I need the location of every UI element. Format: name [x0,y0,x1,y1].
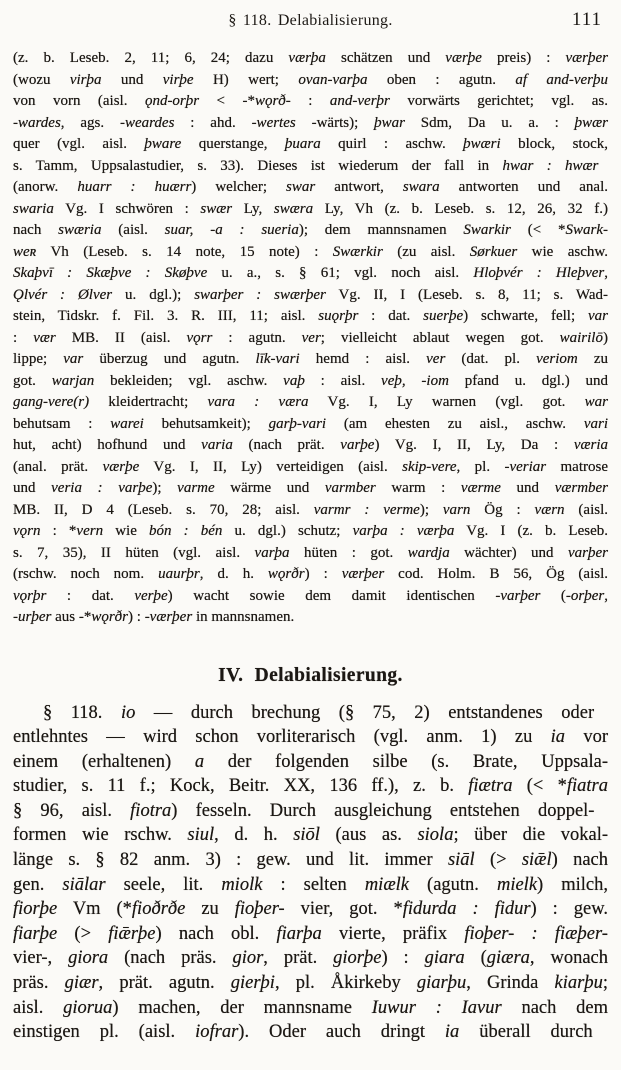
text-line: länge s. § 82 anm. 3) : gew. und lit. immer siāl (> siǣl) nach [13,850,608,871]
text-line: aisl. giorua) machen, der mannsname Iuwur : Iavur nach dem [13,997,608,1018]
text-line: s. 7, 35), II hüten (vgl. aisl. varþa hüten : got. wardja wächter) und varþer [13,544,608,561]
paragraph-petit [13,48,608,629]
text-line: nach swæria (aisl. suar, -a : sueria); dem mannsnamen Swarkir (< *Swark- [13,222,608,238]
text-line: vier-, giora (nach präs. gior, prät. giorþe) : giara (giæra, wonach [13,948,608,969]
text-line: hut, acht) hofhund und varia (nach prät. varþe) Vg. I, II, Ly, Da : væria [13,437,608,453]
running-title: § 118. Delabialisierung. [228,12,393,29]
text-line: weʀ Vh (Leseb. s. 14 note, 15 note) : Swærkir (zu aisl. Sørkuer wie aschw. [13,243,609,260]
text-line: und veria : varþe); varme wärme und varmber warm : værme und værmber [13,480,609,496]
text-line: (anal. prät. værþe Vg. I, II, Ly) verteidigen (aisl. skip-vere, pl. -veriar matrose [13,458,608,475]
text-line: präs. giær, prät. agutn. gierþi, pl. Åkirkeby giarþu, Grinda kiarþu; [13,973,608,994]
text-line: : vær MB. II (aisl. vǫrr : agutn. ver; vielleicht ablaut wegen got. wairilō) [13,329,608,346]
paragraph-main [13,701,608,1045]
text-line: got. warjan bekleiden; vgl. aschw. vaþ : aisl. veþ, -iom pfand u. dgl.) und [13,372,609,389]
text-line: Skaþvī : Skæþve : Skøþve u. a., s. § 61; vgl. noch aisl. Hloþvér : Hleþver, [13,265,608,281]
text-line: -urþer aus -*wǫrðr) : -værþer in mannsnamen. [13,609,295,625]
text-line: § 96, aisl. fiotra) fesseln. Durch ausgleichung entstehen doppel- [13,800,595,821]
text-line: s. Tamm, Uppsalastudier, s. 33). Dieses ist wiederum der fall in hwar : hwær [13,157,599,174]
text-line: vǫrn : *vern wie bón : bén u. dgl.) schutz; varþa : værþa Vg. I (z. b. Leseb. [13,523,609,539]
text-line: lippe; var überzug und agutn. līk-vari hemd : aisl. ver (dat. pl. veriom zu [13,351,608,367]
text-line: einem (erhaltenen) a der folgenden silbe (s. Brate, Uppsala- [13,751,608,772]
text-line: § 118. io — durch brechung (§ 75, 2) entstandenes oder [43,702,595,723]
section-heading: IV. Delabialisierung. [218,664,403,686]
text-line: (rschw. noch nom. uaurþr, d. h. wǫrðr) : værþer cod. Holm. B 56, Ög (aisl. [13,566,609,582]
text-line: stein, Tidskr. f. Fil. 3. R. III, 11; aisl. suǫrþr : dat. suerþe) schwarte, fell; var [13,308,608,324]
text-line: Ǫlvér : Ølver u. dgl.); swarþer : swærþer Vg. II, I (Leseb. s. 8, 11; s. Wad- [13,286,608,303]
text-line: behutsam : warei behutsamkeit); garþ-vari (am ehesten zu aisl., aschw. vari [13,415,608,432]
text-line: -wardes, ags. -weardes : ahd. -wertes -wärts); þwar Sdm, Da u. a. : þwær [13,114,608,131]
text-line: quer (vgl. aisl. þware querstange, þuara quirl : aschw. þwæri block, stock, [13,136,608,152]
text-line: einstigen pl. (aisl. iofrar). Oder auch dringt ia überall durch [13,1022,593,1043]
page-number: 111 [571,9,602,30]
text-line: von vorn (aisl. ǫnd-orþr < -*wǫrð- : and-verþr vorwärts gerichtet; vgl. as. [13,93,608,109]
text-line: vǫrþr : dat. verþe) wacht sowie dem damit identischen -varþer (-orþer, [13,587,608,604]
text-line: fiorþe Vm (*fioðrðe zu fioþer- vier, got. *fidurda : fidur) : gew. [13,899,608,920]
text-line: formen wie rschw. siul, d. h. siōl (aus as. siola; über die vokal- [13,825,608,846]
text-line: MB. II, D 4 (Leseb. s. 70, 28; aisl. varmr : verme); varn Ög : værn (aisl. [13,501,609,518]
page-header [13,9,608,36]
text-line: (wozu virþa und virþe H) wert; ovan-varþa oben : agutn. af and-verþu [13,71,608,88]
text-line: (anorw. huarr : huærr) welcher; swar antwort, swara antworten und anal. [13,179,608,195]
text-line: entlehntes — wird schon vorliterarisch (vgl. anm. 1) zu ia vor [13,727,608,748]
text-line: fiarþe (> fiǣrþe) nach obl. fiarþa vierte, präfix fioþer- : fiæþer- [13,923,608,944]
text-line: gen. siālar seele, lit. miolk : selten miælk (agutn. mielk) milch, [13,874,608,895]
text-line: swaria Vg. I schwören : swær Ly, swæra Ly, Vh (z. b. Leseb. s. 12, 26, 32 f.) [13,200,608,217]
text-line: gang-vere(r) kleidertracht; vara : væra Vg. I, Ly warnen (vgl. got. war [13,394,608,410]
text-line: (z. b. Leseb. 2, 11; 6, 24; dazu værþa schätzen und værþe preis) : værþer [13,50,609,66]
text-line: studier, s. 11 f.; Kock, Beitr. XX, 136 ff.), z. b. fiætra (< *fiatra [13,776,608,797]
